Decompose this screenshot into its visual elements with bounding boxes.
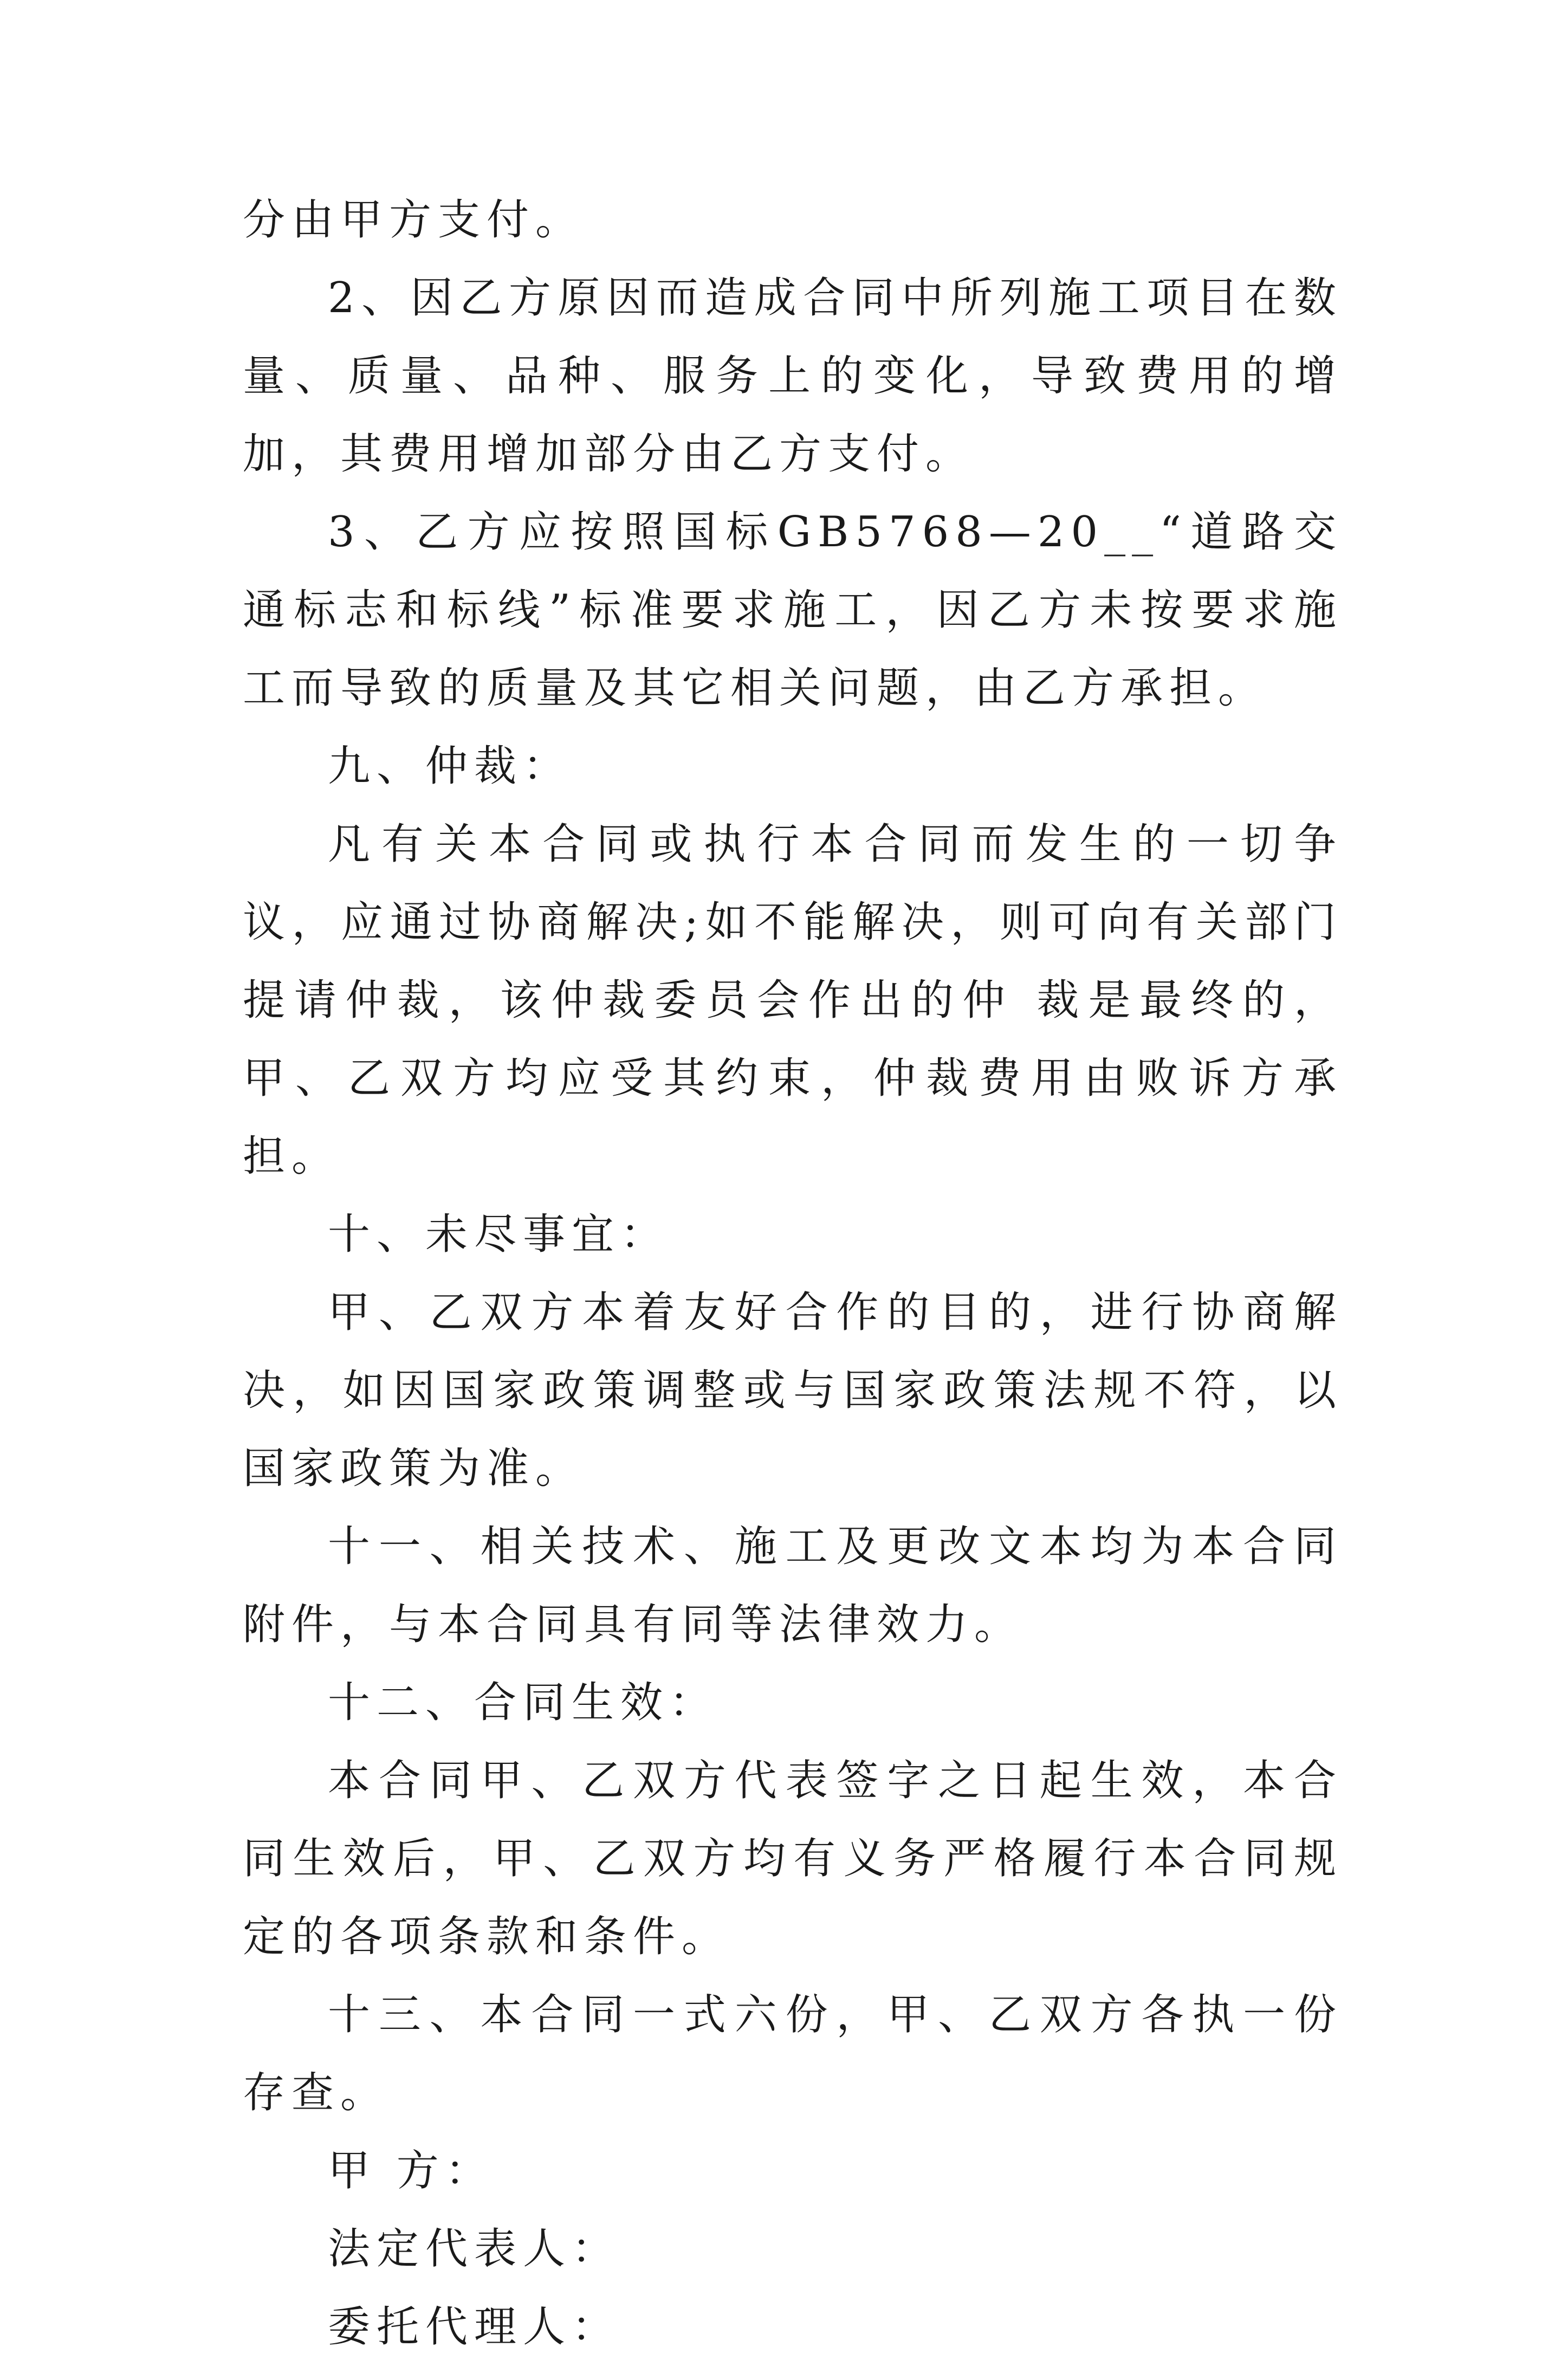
section-heading-arbitration: 九、仲裁：	[328, 742, 572, 791]
paragraph-arbitration: 凡有关本合同或执行本合同而发生的一切争议，应通过协商解决;如不能解决，则可向有关部门提请仲裁，该仲裁委员会作出的仲 裁是最终的，甲、乙双方均应受其约束，仲裁费用由败诉方承担。	[243, 820, 1343, 1181]
paragraph-outstanding-matters: 甲、乙双方本着友好合作的目的，进行协商解决，如因国家政策调整或与国家政策法规不符，以国家政策为准。	[243, 1288, 1343, 1493]
paragraph-continuation: 分由甲方支付。	[243, 196, 585, 244]
section-heading-effectiveness: 十二、合同生效：	[328, 1678, 718, 1727]
paragraph-attachments: 十一、相关技术、施工及更改文本均为本合同附件，与本合同具有同等法律效力。	[243, 1522, 1343, 1649]
paragraph-effectiveness: 本合同甲、乙双方代表签字之日起生效，本合同生效后，甲、乙双方均有义务严格履行本合同规定的各项条款和条件。	[243, 1756, 1343, 1961]
paragraph-copies: 十三、本合同一式六份，甲、乙双方各执一份存查。	[243, 1990, 1343, 2117]
signature-party-a: 甲 方：	[328, 2147, 494, 2195]
document-body	[243, 181, 1343, 2366]
signature-legal-representative: 法定代表人：	[328, 2225, 621, 2273]
section-heading-outstanding-matters: 十、未尽事宜：	[328, 1210, 670, 1259]
signature-agent: 委托代理人：	[328, 2303, 621, 2351]
paragraph-clause-3: 3、乙方应按照国标GB5768—20__“道路交通标志和标线”标准要求施工，因乙方未按要求施工而导致的质量及其它相关问题，由乙方承担。	[243, 508, 1343, 713]
paragraph-clause-2: 2、因乙方原因而造成合同中所列施工项目在数量、质量、品种、服务上的变化，导致费用的增加，其费用增加部分由乙方支付。	[243, 274, 1343, 479]
